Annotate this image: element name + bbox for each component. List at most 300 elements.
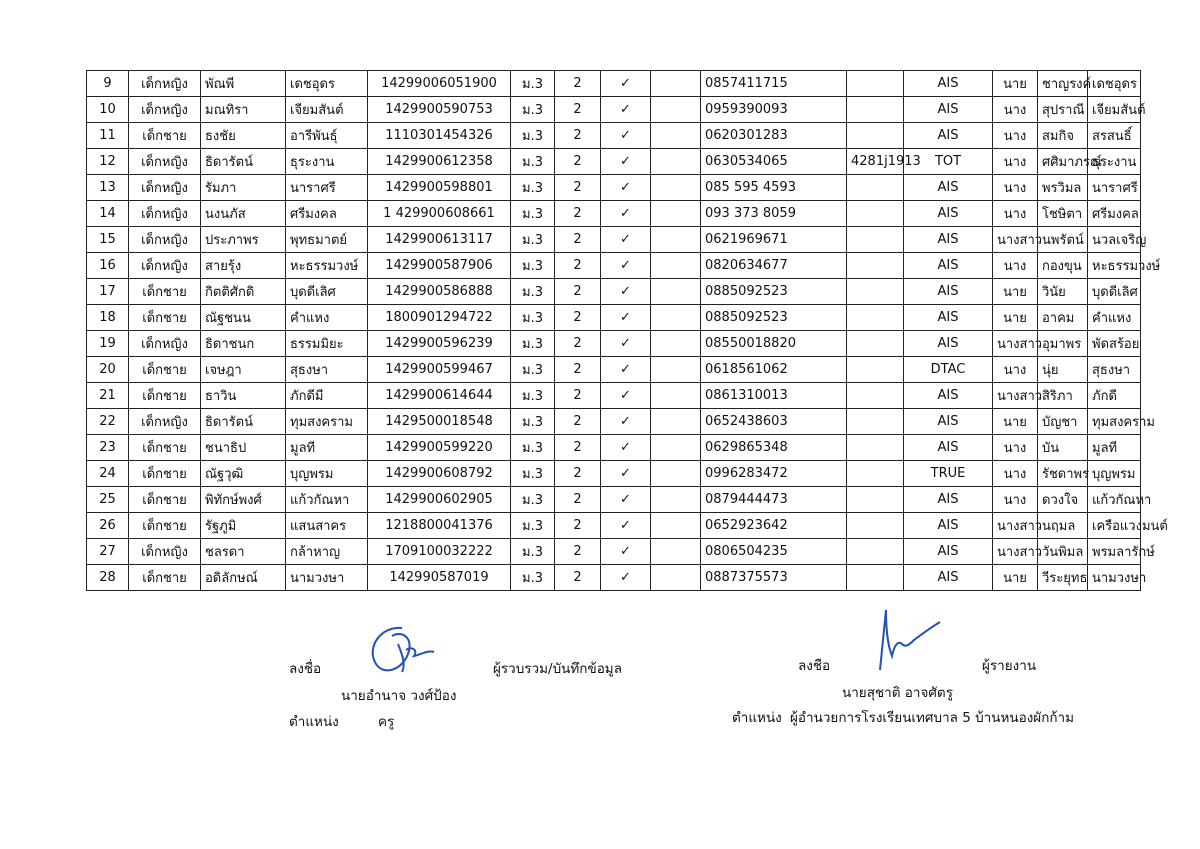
extra-cell (847, 357, 904, 383)
left-sign-label: ลงชื่อ (289, 661, 322, 677)
right-signer-role: ผู้รายงาน (982, 658, 1037, 674)
first-name-cell: ธาวิน (201, 383, 286, 409)
parent-title-cell: นาง (993, 357, 1038, 383)
citizen-id-cell: 1429900613117 (368, 227, 511, 253)
network-cell: AIS (904, 175, 993, 201)
parent-first-name-cell: นพรัตน์ (1038, 227, 1088, 253)
phone-cell: 0861310013 (701, 383, 847, 409)
class-cell: ม.3 (511, 409, 555, 435)
citizen-id-cell: 142990587019 (368, 565, 511, 591)
row-number: 16 (87, 253, 129, 279)
last-name-cell: บุดดีเลิศ (286, 279, 368, 305)
extra-cell (847, 487, 904, 513)
blank-cell (651, 175, 701, 201)
gender-cell: เด็กหญิง (129, 71, 201, 97)
class-cell: ม.3 (511, 149, 555, 175)
citizen-id-cell: 1429900596239 (368, 331, 511, 357)
table-row (87, 435, 1141, 461)
parent-last-name-cell: พัดสร้อย (1088, 331, 1141, 357)
class-cell: ม.3 (511, 175, 555, 201)
last-name-cell: ทุมสงคราม (286, 409, 368, 435)
extra-cell (847, 71, 904, 97)
network-cell: AIS (904, 409, 993, 435)
parent-title-cell: นาง (993, 201, 1038, 227)
network-cell: AIS (904, 71, 993, 97)
parent-title-cell: นางสาว (993, 331, 1038, 357)
gender-cell: เด็กหญิง (129, 201, 201, 227)
table-row (87, 539, 1141, 565)
parent-first-name-cell: สุปราณี (1038, 97, 1088, 123)
grade-cell: 2 (555, 383, 601, 409)
network-cell: AIS (904, 565, 993, 591)
extra-cell (847, 565, 904, 591)
parent-last-name-cell: ศรีมงคล (1088, 201, 1141, 227)
check-mark: ✓ (601, 227, 651, 253)
extra-cell (847, 539, 904, 565)
table-row (87, 97, 1141, 123)
phone-cell: 085 595 4593 (701, 175, 847, 201)
extra-cell (847, 279, 904, 305)
table-row (87, 149, 1141, 175)
grade-cell: 2 (555, 201, 601, 227)
gender-cell: เด็กชาย (129, 513, 201, 539)
grade-cell: 2 (555, 175, 601, 201)
extra-cell (847, 123, 904, 149)
parent-title-cell: นาง (993, 461, 1038, 487)
parent-first-name-cell: นุ่ย (1038, 357, 1088, 383)
grade-cell: 2 (555, 331, 601, 357)
parent-title-cell: นาง (993, 175, 1038, 201)
gender-cell: เด็กชาย (129, 435, 201, 461)
parent-last-name-cell: เดชอุดร (1088, 71, 1141, 97)
extra-cell (847, 435, 904, 461)
table-row (87, 253, 1141, 279)
network-cell: AIS (904, 539, 993, 565)
class-cell: ม.3 (511, 227, 555, 253)
blank-cell (651, 123, 701, 149)
phone-cell: 0820634677 (701, 253, 847, 279)
check-mark: ✓ (601, 461, 651, 487)
first-name-cell: พิทักษ์พงศ์ (201, 487, 286, 513)
class-cell: ม.3 (511, 539, 555, 565)
class-cell: ม.3 (511, 201, 555, 227)
phone-cell: 0629865348 (701, 435, 847, 461)
last-name-cell: ศรีมงคล (286, 201, 368, 227)
table-row (87, 383, 1141, 409)
blank-cell (651, 357, 701, 383)
row-number: 24 (87, 461, 129, 487)
citizen-id-cell: 1429900608792 (368, 461, 511, 487)
parent-last-name-cell: บุดดีเลิศ (1088, 279, 1141, 305)
row-number: 18 (87, 305, 129, 331)
row-number: 28 (87, 565, 129, 591)
grade-cell: 2 (555, 565, 601, 591)
parent-last-name-cell: หะธรรมวงษ์ (1088, 253, 1141, 279)
gender-cell: เด็กชาย (129, 383, 201, 409)
citizen-id-cell: 1429500018548 (368, 409, 511, 435)
citizen-id-cell: 14299006051900 (368, 71, 511, 97)
parent-title-cell: นางสาว (993, 383, 1038, 409)
gender-cell: เด็กชาย (129, 357, 201, 383)
check-mark: ✓ (601, 279, 651, 305)
extra-cell (847, 201, 904, 227)
phone-cell: 0959390093 (701, 97, 847, 123)
last-name-cell: เจียมสันต์ (286, 97, 368, 123)
gender-cell: เด็กหญิง (129, 97, 201, 123)
check-mark: ✓ (601, 253, 651, 279)
parent-last-name-cell: ธุระงาน (1088, 149, 1141, 175)
table-row (87, 357, 1141, 383)
grade-cell: 2 (555, 71, 601, 97)
parent-last-name-cell: มูลที (1088, 435, 1141, 461)
network-cell: TOT (904, 149, 993, 175)
last-name-cell: แสนสาคร (286, 513, 368, 539)
gender-cell: เด็กหญิง (129, 331, 201, 357)
network-cell: AIS (904, 279, 993, 305)
check-mark: ✓ (601, 513, 651, 539)
grade-cell: 2 (555, 487, 601, 513)
network-cell: AIS (904, 253, 993, 279)
parent-title-cell: นาย (993, 71, 1038, 97)
parent-first-name-cell: โชษิตา (1038, 201, 1088, 227)
citizen-id-cell: 1429900598801 (368, 175, 511, 201)
parent-first-name-cell: วีระยุทธ (1038, 565, 1088, 591)
extra-cell (847, 97, 904, 123)
phone-cell: 0630534065 (701, 149, 847, 175)
row-number: 10 (87, 97, 129, 123)
gender-cell: เด็กหญิง (129, 149, 201, 175)
parent-first-name-cell: ศศิมาภรณ์ (1038, 149, 1088, 175)
first-name-cell: ณัฐวุฒิ (201, 461, 286, 487)
table-row (87, 279, 1141, 305)
right-position-label: ตำแหน่ง (732, 710, 782, 726)
citizen-id-cell: 1 429900608661 (368, 201, 511, 227)
citizen-id-cell: 1429900612358 (368, 149, 511, 175)
blank-cell (651, 227, 701, 253)
parent-title-cell: นางสาว (993, 539, 1038, 565)
gender-cell: เด็กชาย (129, 123, 201, 149)
extra-cell (847, 305, 904, 331)
citizen-id-cell: 1429900602905 (368, 487, 511, 513)
table-row (87, 409, 1141, 435)
phone-cell: 0885092523 (701, 305, 847, 331)
last-name-cell: ธุระงาน (286, 149, 368, 175)
row-number: 26 (87, 513, 129, 539)
first-name-cell: อดิลักษณ์ (201, 565, 286, 591)
last-name-cell: ธรรมมิยะ (286, 331, 368, 357)
extra-cell (847, 175, 904, 201)
gender-cell: เด็กชาย (129, 279, 201, 305)
parent-last-name-cell: นามวงษา (1088, 565, 1141, 591)
parent-title-cell: นาง (993, 123, 1038, 149)
parent-first-name-cell: สมกิจ (1038, 123, 1088, 149)
row-number: 23 (87, 435, 129, 461)
check-mark: ✓ (601, 175, 651, 201)
right-sign-label: ลงชือ (798, 658, 831, 674)
extra-cell (847, 383, 904, 409)
check-mark: ✓ (601, 409, 651, 435)
first-name-cell: ธิดาชนก (201, 331, 286, 357)
network-cell: AIS (904, 487, 993, 513)
class-cell: ม.3 (511, 279, 555, 305)
row-number: 19 (87, 331, 129, 357)
check-mark: ✓ (601, 383, 651, 409)
network-cell: AIS (904, 123, 993, 149)
first-name-cell: มณทิรา (201, 97, 286, 123)
parent-title-cell: นางสาว (993, 513, 1038, 539)
grade-cell: 2 (555, 357, 601, 383)
left-position-label: ตำแหน่ง (289, 714, 339, 730)
blank-cell (651, 513, 701, 539)
class-cell: ม.3 (511, 305, 555, 331)
parent-last-name-cell: ทุมสงคราม (1088, 409, 1141, 435)
student-roster-table (86, 70, 1168, 591)
first-name-cell: ชนาธิป (201, 435, 286, 461)
grade-cell: 2 (555, 149, 601, 175)
check-mark: ✓ (601, 565, 651, 591)
last-name-cell: พุทธมาตย์ (286, 227, 368, 253)
gender-cell: เด็กหญิง (129, 227, 201, 253)
check-mark: ✓ (601, 201, 651, 227)
phone-cell: 0621969671 (701, 227, 847, 253)
blank-cell (651, 435, 701, 461)
grade-cell: 2 (555, 123, 601, 149)
right-position-value: ผู้อำนวยการโรงเรียนเทศบาล 5 บ้านหนองผักก้าม (790, 710, 1075, 726)
grade-cell: 2 (555, 253, 601, 279)
last-name-cell: หะธรรมวงษ์ (286, 253, 368, 279)
phone-cell: 0879444473 (701, 487, 847, 513)
table-row (87, 461, 1141, 487)
first-name-cell: กิตติศักดิ (201, 279, 286, 305)
network-cell: AIS (904, 331, 993, 357)
blank-cell (651, 305, 701, 331)
citizen-id-cell: 1800901294722 (368, 305, 511, 331)
parent-first-name-cell: ดวงใจ (1038, 487, 1088, 513)
citizen-id-cell: 1429900590753 (368, 97, 511, 123)
network-cell: AIS (904, 201, 993, 227)
row-number: 15 (87, 227, 129, 253)
roster-body (87, 71, 1168, 591)
parent-title-cell: นางสาว (993, 227, 1038, 253)
class-cell: ม.3 (511, 513, 555, 539)
parent-first-name-cell: บัญชา (1038, 409, 1088, 435)
parent-last-name-cell: นวลเจริญ (1088, 227, 1141, 253)
phone-cell: 0620301283 (701, 123, 847, 149)
check-mark: ✓ (601, 305, 651, 331)
class-cell: ม.3 (511, 331, 555, 357)
parent-title-cell: นาย (993, 409, 1038, 435)
parent-last-name-cell: คำแหง (1088, 305, 1141, 331)
check-mark: ✓ (601, 331, 651, 357)
table-row (87, 227, 1141, 253)
class-cell: ม.3 (511, 435, 555, 461)
table-row (87, 513, 1141, 539)
parent-title-cell: นาง (993, 435, 1038, 461)
last-name-cell: คำแหง (286, 305, 368, 331)
network-cell: DTAC (904, 357, 993, 383)
citizen-id-cell: 1429900599467 (368, 357, 511, 383)
blank-cell (651, 201, 701, 227)
class-cell: ม.3 (511, 71, 555, 97)
gender-cell: เด็กหญิง (129, 253, 201, 279)
parent-first-name-cell: ชาญรงค์ (1038, 71, 1088, 97)
last-name-cell: สุธงษา (286, 357, 368, 383)
row-number: 20 (87, 357, 129, 383)
parent-first-name-cell: บัน (1038, 435, 1088, 461)
parent-first-name-cell: อาคม (1038, 305, 1088, 331)
citizen-id-cell: 1429900614644 (368, 383, 511, 409)
parent-title-cell: นาย (993, 279, 1038, 305)
extra-cell (847, 409, 904, 435)
check-mark: ✓ (601, 97, 651, 123)
parent-last-name-cell: สรสนธิ์ (1088, 123, 1141, 149)
table-row (87, 201, 1141, 227)
left-position-value: ครู (378, 714, 395, 730)
first-name-cell: สายรุ้ง (201, 253, 286, 279)
check-mark: ✓ (601, 71, 651, 97)
left-signer-name: นายอำนาจ วงศ์ป้อง (341, 688, 457, 704)
network-cell: AIS (904, 305, 993, 331)
last-name-cell: นามวงษา (286, 565, 368, 591)
gender-cell: เด็กหญิง (129, 175, 201, 201)
blank-cell (651, 279, 701, 305)
network-cell: AIS (904, 97, 993, 123)
row-number: 12 (87, 149, 129, 175)
grade-cell: 2 (555, 279, 601, 305)
citizen-id-cell: 1218800041376 (368, 513, 511, 539)
first-name-cell: ประภาพร (201, 227, 286, 253)
gender-cell: เด็กชาย (129, 565, 201, 591)
phone-cell: 0618561062 (701, 357, 847, 383)
grade-cell: 2 (555, 227, 601, 253)
table-row (87, 305, 1141, 331)
row-number: 25 (87, 487, 129, 513)
check-mark: ✓ (601, 539, 651, 565)
first-name-cell: รัมภา (201, 175, 286, 201)
parent-first-name-cell: วินัย (1038, 279, 1088, 305)
grade-cell: 2 (555, 513, 601, 539)
class-cell: ม.3 (511, 253, 555, 279)
table-row (87, 175, 1141, 201)
blank-cell (651, 253, 701, 279)
extra-cell: 4281j1913 (847, 149, 904, 175)
last-name-cell: กล้าหาญ (286, 539, 368, 565)
blank-cell (651, 149, 701, 175)
network-cell: TRUE (904, 461, 993, 487)
parent-last-name-cell: เครือแวงมนต์ (1088, 513, 1141, 539)
parent-last-name-cell: สุธงษา (1088, 357, 1141, 383)
class-cell: ม.3 (511, 123, 555, 149)
citizen-id-cell: 1709100032222 (368, 539, 511, 565)
first-name-cell: เจษฎา (201, 357, 286, 383)
parent-first-name-cell: นฤมล (1038, 513, 1088, 539)
first-name-cell: นงนภัส (201, 201, 286, 227)
first-name-cell: ธงชัย (201, 123, 286, 149)
row-number: 13 (87, 175, 129, 201)
right-signature-mark (864, 600, 944, 674)
grade-cell: 2 (555, 409, 601, 435)
gender-cell: เด็กชาย (129, 487, 201, 513)
right-signer-name: นายสุชาติ อาจศัตรู (842, 685, 953, 701)
phone-cell: 0857411715 (701, 71, 847, 97)
table-row (87, 487, 1141, 513)
class-cell: ม.3 (511, 357, 555, 383)
phone-cell: 0806504235 (701, 539, 847, 565)
parent-last-name-cell: เจียมสันต์ (1088, 97, 1141, 123)
phone-cell: 08550018820 (701, 331, 847, 357)
parent-title-cell: นาย (993, 565, 1038, 591)
grade-cell: 2 (555, 435, 601, 461)
parent-last-name-cell: บุญพรม (1088, 461, 1141, 487)
parent-title-cell: นาง (993, 253, 1038, 279)
class-cell: ม.3 (511, 461, 555, 487)
first-name-cell: ณัฐชนน (201, 305, 286, 331)
network-cell: AIS (904, 435, 993, 461)
class-cell: ม.3 (511, 487, 555, 513)
left-signer-role: ผู้รวบรวม/บันทึกข้อมูล (493, 661, 622, 677)
last-name-cell: เดชอุดร (286, 71, 368, 97)
first-name-cell: ธิดารัตน์ (201, 149, 286, 175)
extra-cell (847, 461, 904, 487)
first-name-cell: ชลรดา (201, 539, 286, 565)
gender-cell: เด็กหญิง (129, 539, 201, 565)
blank-cell (651, 71, 701, 97)
check-mark: ✓ (601, 357, 651, 383)
citizen-id-cell: 1110301454326 (368, 123, 511, 149)
parent-title-cell: นาง (993, 487, 1038, 513)
citizen-id-cell: 1429900586888 (368, 279, 511, 305)
check-mark: ✓ (601, 149, 651, 175)
parent-last-name-cell: ภักดี (1088, 383, 1141, 409)
blank-cell (651, 97, 701, 123)
blank-cell (651, 383, 701, 409)
row-number: 14 (87, 201, 129, 227)
check-mark: ✓ (601, 435, 651, 461)
parent-first-name-cell: พรวิมล (1038, 175, 1088, 201)
row-number: 11 (87, 123, 129, 149)
grade-cell: 2 (555, 539, 601, 565)
gender-cell: เด็กชาย (129, 305, 201, 331)
first-name-cell: รัฐภูมิ (201, 513, 286, 539)
blank-cell (651, 409, 701, 435)
class-cell: ม.3 (511, 97, 555, 123)
row-number: 21 (87, 383, 129, 409)
blank-cell (651, 461, 701, 487)
table-row (87, 71, 1141, 97)
left-signature-mark (362, 620, 442, 680)
row-number: 22 (87, 409, 129, 435)
citizen-id-cell: 1429900599220 (368, 435, 511, 461)
phone-cell: 093 373 8059 (701, 201, 847, 227)
class-cell: ม.3 (511, 565, 555, 591)
extra-cell (847, 227, 904, 253)
gender-cell: เด็กหญิง (129, 409, 201, 435)
parent-last-name-cell: แก้วกัณหา (1088, 487, 1141, 513)
parent-first-name-cell: กองขุน (1038, 253, 1088, 279)
first-name-cell: พัณพี (201, 71, 286, 97)
parent-title-cell: นาง (993, 97, 1038, 123)
parent-first-name-cell: อุมาพร (1038, 331, 1088, 357)
citizen-id-cell: 1429900587906 (368, 253, 511, 279)
row-number: 27 (87, 539, 129, 565)
blank-cell (651, 565, 701, 591)
blank-cell (651, 487, 701, 513)
parent-title-cell: นาย (993, 305, 1038, 331)
class-cell: ม.3 (511, 383, 555, 409)
extra-cell (847, 513, 904, 539)
parent-first-name-cell: รัชดาพร (1038, 461, 1088, 487)
last-name-cell: นาราศรี (286, 175, 368, 201)
